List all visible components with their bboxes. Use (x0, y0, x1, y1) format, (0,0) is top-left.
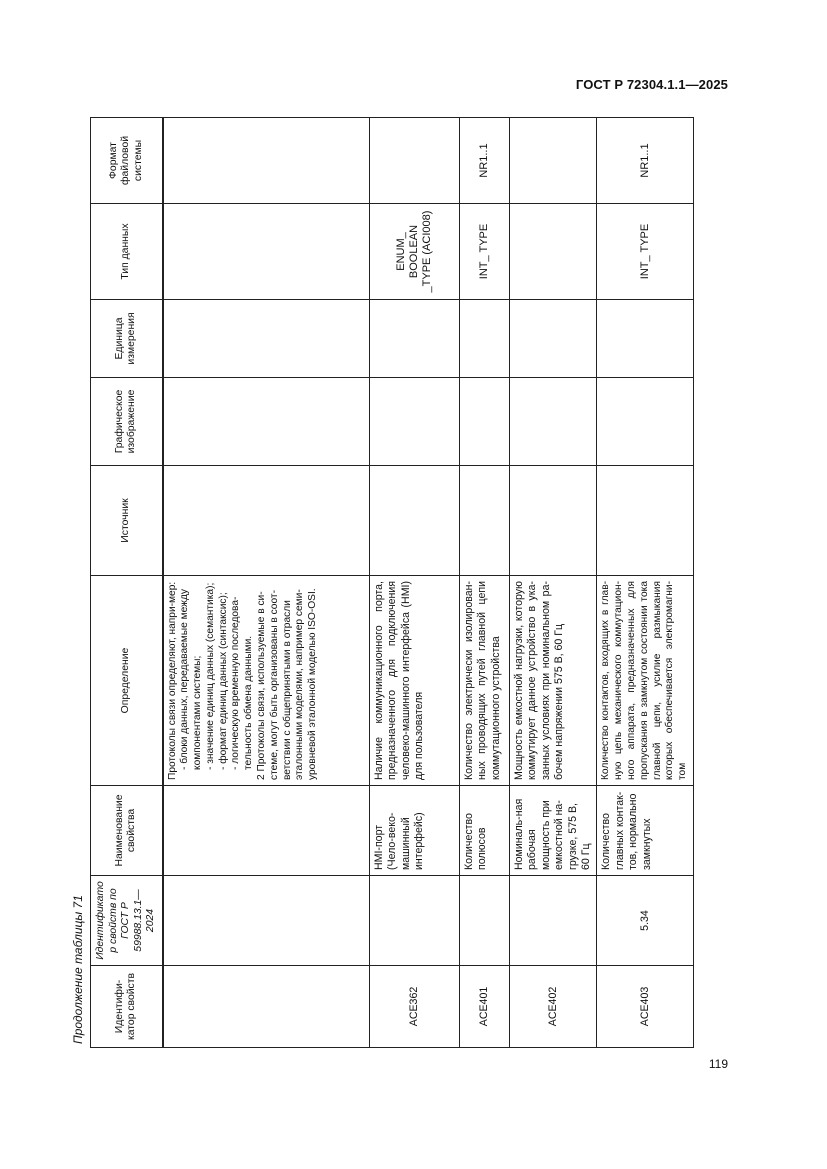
cell-name: HMI-порт (Чело-веко-машинный интерфейс) (370, 786, 460, 876)
table-row (460, 118, 510, 1048)
cell-definition: Количество контактов, входящих в глав-ную цепь механического коммутацион-ного аппарата, предназначенных для пропускания в замкнутом состоянии тока главной цепи, усилие размыкания которых обеспечивается электромагни-том (597, 576, 694, 786)
cell-format: NR1..1 (597, 118, 694, 204)
cell-unit (510, 300, 597, 378)
col-header-source: Источник (91, 466, 163, 576)
table-row (510, 118, 597, 1048)
rotated-table-block (68, 118, 689, 1048)
cell-ref: 5.34 (597, 876, 694, 966)
cell-graphic (163, 378, 370, 466)
cell-id: ACE403 (597, 966, 694, 1048)
cell-datatype: ENUM_ BOOLEAN _TYPE (ACI008) (370, 204, 460, 300)
cell-datatype (510, 204, 597, 300)
cell-unit (597, 300, 694, 378)
col-header-graphic: Графическое изображение (91, 378, 163, 466)
page-number: 119 (708, 1057, 728, 1071)
cell-unit (460, 300, 510, 378)
table-row (370, 118, 460, 1048)
cell-ref (460, 876, 510, 966)
cell-id: ACE362 (370, 966, 460, 1048)
cell-datatype (163, 204, 370, 300)
cell-unit (163, 300, 370, 378)
cell-source (597, 466, 694, 576)
col-header-id: Идентифи-катор свойств (91, 966, 163, 1048)
cell-name: Количество полюсов (460, 786, 510, 876)
cell-definition: Мощность емкостной нагрузки, которую коммутирует данное устройство в ука-занных условиях при номинальном ра-бочем напряжении 575 В, 60 Гц (510, 576, 597, 786)
cell-format (370, 118, 460, 204)
definition-line: - логическую временную последова-тельность обмена данными. (230, 596, 255, 770)
definition-line: 2 Протоколы связи, используемые в си-стеме, могут быть организованы в соот-ветствии с общепринятыми в отрасли эталонными моделями, например семи-уровневой эталонной моделью ISO-OSI. (256, 588, 319, 780)
cell-graphic (460, 378, 510, 466)
definition-line: - блоки данных, передаваемые между компонентами системы; (179, 588, 204, 770)
cell-name: Номиналь-ная рабочая мощность при емкостной на-грузке, 575 В, 60 Гц (510, 786, 597, 876)
table-caption: Продолжение таблицы 71 (71, 895, 85, 1044)
col-header-unit: Единица измерения (91, 300, 163, 378)
col-header-name: Наименование свойства (91, 786, 163, 876)
table-row (597, 118, 694, 1048)
cell-datatype: INT_ TYPE (597, 204, 694, 300)
cell-format: NR1..1 (460, 118, 510, 204)
cell-datatype: INT_ TYPE (460, 204, 510, 300)
col-header-format: Формат файловой системы (91, 118, 163, 204)
cell-definition: Наличие коммуникационного порта, предназначенного для подключения человеко-машинного интерфейса (HMI) для пользователя (370, 576, 460, 786)
cell-unit (370, 300, 460, 378)
cell-source (510, 466, 597, 576)
cell-id (163, 966, 370, 1048)
cell-name (163, 786, 370, 876)
cell-name: Количество главных контак-тов, нормально замкнутых (597, 786, 694, 876)
cell-graphic (370, 378, 460, 466)
cell-source (163, 466, 370, 576)
cell-source (460, 466, 510, 576)
definition-line: - формат единиц данных (синтаксис); (217, 592, 229, 770)
col-header-ref: Идентификатор свойств по ГОСТ Р 59988.13.1—2024 (91, 876, 163, 966)
cell-ref (510, 876, 597, 966)
cell-graphic (510, 378, 597, 466)
cell-id: ACE401 (460, 966, 510, 1048)
properties-table (90, 117, 694, 1048)
cell-ref (163, 876, 370, 966)
cell-source (370, 466, 460, 576)
cell-format (163, 118, 370, 204)
col-header-datatype: Тип данных (91, 204, 163, 300)
cell-graphic (597, 378, 694, 466)
cell-definition: Количество электрически изолирован-ных проводящих путей главной цепи коммутационного устройства (460, 576, 510, 786)
cell-ref (370, 876, 460, 966)
document-code: ГОСТ Р 72304.1.1—2025 (575, 77, 728, 92)
cell-id: ACE402 (510, 966, 597, 1048)
col-header-definition: Определение (91, 576, 163, 786)
cell-definition (163, 576, 370, 786)
cell-format (510, 118, 597, 204)
definition-line: - значение единиц данных (семантика); (204, 582, 216, 770)
table-row (163, 118, 370, 1048)
table-header-row (91, 118, 163, 1048)
definition-line: Протоколы связи определяют, напри-мер: (166, 581, 178, 780)
